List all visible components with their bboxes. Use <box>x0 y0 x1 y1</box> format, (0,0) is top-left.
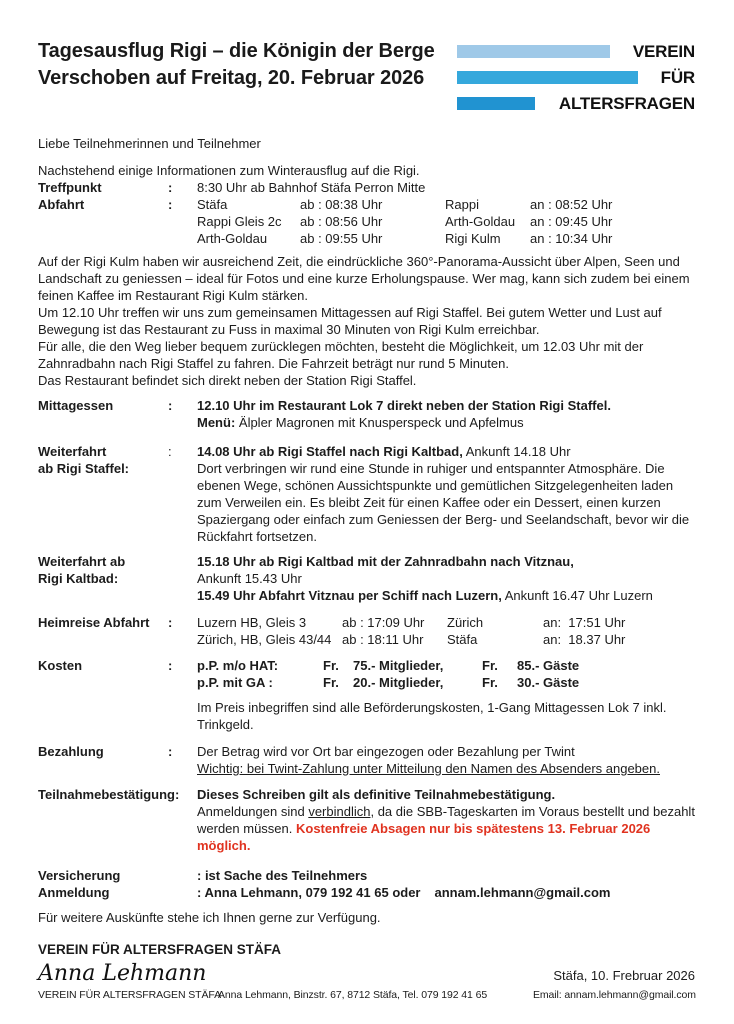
mittagessen-line1: 12.10 Uhr im Restaurant Lok 7 direkt neben der Station Rigi Staffel. <box>197 398 611 413</box>
red-warning-text: Kostenfreie Absagen nur bis spätestens 13. Februar 2026 möglich. <box>197 821 651 853</box>
anmeldung-label: Anmeldung <box>38 885 110 900</box>
table-row <box>197 674 695 691</box>
colon: : <box>168 180 173 195</box>
kosten-table <box>197 657 695 733</box>
paragraph: Für alle, die den Weg lieber bequem zurücklegen möchten, besteht die Möglichkeit, um 12.03 Uhr mit der Zahnradbahn nach Rigi Staffel zu fahren. Die Fahrzeit beträgt nur rund 5 Minuten. <box>38 339 644 371</box>
price-members: 75.- Mitglieder, <box>353 658 444 673</box>
logo-word: ALTERSFRAGEN <box>558 94 695 113</box>
regular-segment: , da die SBB-Tageskarten im Voraus bestellt und bezahlt werden müssen. <box>197 804 695 836</box>
menu-value: Älpler Magronen mit Knusperspeck und Apfelmus <box>235 415 524 430</box>
title-line-2: Verschoben auf Freitag, 20. Februar 2026 <box>38 67 425 89</box>
logo-bar-icon <box>457 71 638 84</box>
regular-segment: Ankunft 16.47 Uhr Luzern <box>501 588 653 603</box>
colon: : <box>168 444 172 459</box>
currency: Fr. <box>482 658 498 673</box>
departure-time: ab : 08:38 Uhr <box>300 197 383 212</box>
logo-bar-icon <box>457 45 610 58</box>
station-to: Rappi <box>445 197 479 212</box>
logo-word: VEREIN <box>632 42 695 61</box>
row-versicherung <box>38 867 695 884</box>
table-row <box>197 230 695 247</box>
versicherung-label: Versicherung <box>38 868 121 883</box>
logo-word: FÜR <box>660 68 695 87</box>
table-row <box>197 614 695 631</box>
signature-row <box>38 961 695 987</box>
regular-segment: Ankunft 14.18 Uhr <box>462 444 571 459</box>
closing-line: Für weitere Auskünfte stehe ich Ihnen gerne zur Verfügung. <box>38 910 381 925</box>
treffpunkt-value: 8:30 Uhr ab Bahnhof Stäfa Perron Mitte <box>197 180 426 195</box>
station-to: Zürich <box>447 615 484 630</box>
station-from: Zürich, HB, Gleis 43/44 <box>197 632 332 647</box>
row-mittagessen <box>38 397 695 431</box>
logo-bar-icon <box>457 97 535 110</box>
price-guests: 30.- Gäste <box>517 675 580 690</box>
description-block <box>38 253 695 389</box>
organization-name: VEREIN FÜR ALTERSFRAGEN STÄFA <box>38 942 282 957</box>
bezahlung-line1: Der Betrag wird vor Ort bar eingezogen oder Bezahlung per Twint <box>197 744 575 759</box>
price-category: p.P. mit GA : <box>197 675 273 690</box>
label-line: Rigi Kaltbad: <box>38 571 119 586</box>
mittagessen-value <box>197 397 695 431</box>
row-anmeldung <box>38 884 695 901</box>
colon: : <box>168 398 173 413</box>
row-teilnahmebestaetigung <box>38 786 695 854</box>
station-from: Stäfa <box>197 197 228 212</box>
footer-email: Email: annam.lehmann@gmail.com <box>533 989 696 1001</box>
weiterfahrt-staffel-text: Dort verbringen wir rund eine Stunde in ruhiger und entspannter Atmosphäre. Die ebenen Wege, schönen Aussichtspunkte und gemütlichen Sitzgelegenheiten laden zum Verweilen ein. Es bleibt Zeit für einen Kaffee oder ein Dessert, einen kurzen Spaziergang oder einfach zum Geniessen der Berg- und Seelandschaft, bevor wir die Rückfahrt fortsetzen. <box>197 461 690 544</box>
paragraph: Das Restaurant befindet sich direkt neben der Station Rigi Staffel. <box>38 373 417 388</box>
regular-segment: Anmeldungen sind <box>197 804 309 819</box>
abfahrt-table <box>197 196 695 247</box>
bezahlung-value <box>197 743 695 777</box>
row-weiterfahrt-staffel <box>38 443 695 545</box>
label-line: Weiterfahrt ab <box>38 554 126 569</box>
currency: Fr. <box>323 675 339 690</box>
contact-phone: : Anna Lehmann, 079 192 41 65 oder <box>197 885 421 900</box>
row-heimreise <box>38 614 695 648</box>
weiterfahrt-kaltbad-value <box>197 553 695 604</box>
table-row <box>197 657 695 674</box>
mittagessen-label: Mittagessen <box>38 398 114 413</box>
kosten-note: Im Preis inbegriffen sind alle Beförderungskosten, 1-Gang Mittagessen Lok 7 inkl. Trinkgeld. <box>197 700 667 732</box>
place-date: Stäfa, 10. Frebruar 2026 <box>553 968 695 983</box>
station-to: Arth-Goldau <box>445 214 516 229</box>
departure-time: ab : 17:09 Uhr <box>342 615 425 630</box>
colon: : <box>168 615 173 630</box>
teilnahme-label: Teilnahmebestätigung: <box>38 787 180 802</box>
teilnahme-value <box>197 786 695 854</box>
kaltbad-line2: Ankunft 15.43 Uhr <box>197 571 302 586</box>
logo-row <box>457 42 695 61</box>
arrival-time: an: 18.37 Uhr <box>543 632 626 647</box>
abfahrt-label: Abfahrt <box>38 197 85 212</box>
currency: Fr. <box>482 675 498 690</box>
underlined-segment: verbindlich <box>308 804 371 819</box>
menu-label: Menü: <box>197 415 236 430</box>
verein-logo <box>457 38 695 123</box>
row-weiterfahrt-kaltbad <box>38 553 695 604</box>
bezahlung-label: Bezahlung <box>38 744 104 759</box>
station-from: Arth-Goldau <box>197 231 268 246</box>
logo-row <box>457 94 695 113</box>
station-from: Luzern HB, Gleis 3 <box>197 615 307 630</box>
kosten-label: Kosten <box>38 658 83 673</box>
kaltbad-line1: 15.18 Uhr ab Rigi Kaltbad mit der Zahnradbahn nach Vitznau, <box>197 554 574 569</box>
row-bezahlung <box>38 743 695 777</box>
bezahlung-line2: Wichtig: bei Twint-Zahlung unter Mitteilung den Namen des Absenders angeben. <box>197 761 660 776</box>
versicherung-value: : ist Sache des Teilnehmers <box>197 868 368 883</box>
menu-line <box>197 414 695 431</box>
anmeldung-value <box>197 884 695 901</box>
paragraph: Auf der Rigi Kulm haben wir ausreichend Zeit, die eindrückliche 360°-Panorama-Aussicht über Alpen, Seen und Landschaft zu geniessen – ideal für Fotos und eine kurze Erholungspause. Wer mag, kann sich zudem bei einem feinen Kaffee im Restaurant Rigi Kulm stärken. <box>38 254 690 303</box>
heimreise-table <box>197 614 695 648</box>
table-row <box>197 631 695 648</box>
table-row <box>197 196 695 213</box>
kaltbad-line3 <box>197 587 695 604</box>
bold-segment: 14.08 Uhr ab Rigi Staffel nach Rigi Kaltbad, <box>197 444 463 459</box>
colon: : <box>168 744 173 759</box>
arrival-time: an : 08:52 Uhr <box>530 197 613 212</box>
weiterfahrt-staffel-line1 <box>197 443 695 460</box>
station-to: Stäfa <box>447 632 478 647</box>
station-from: Rappi Gleis 2c <box>197 214 282 229</box>
departure-time: ab : 08:56 Uhr <box>300 214 383 229</box>
station-to: Rigi Kulm <box>445 231 501 246</box>
price-category: p.P. m/o HAT: <box>197 658 279 673</box>
row-kosten <box>38 657 695 733</box>
weiterfahrt-staffel-label <box>38 443 168 477</box>
heimreise-label: Heimreise Abfahrt <box>38 615 150 630</box>
row-abfahrt <box>38 196 695 247</box>
departure-time: ab : 09:55 Uhr <box>300 231 383 246</box>
weiterfahrt-kaltbad-label <box>38 553 168 587</box>
arrival-time: an : 10:34 Uhr <box>530 231 613 246</box>
contact-email: annam.lehmann@gmail.com <box>434 885 611 900</box>
logo-row <box>457 68 695 87</box>
row-treffpunkt <box>38 179 695 196</box>
arrival-time: an : 09:45 Uhr <box>530 214 613 229</box>
title-line-1: Tagesausflug Rigi – die Königin der Berge <box>38 40 435 62</box>
greeting: Liebe Teilnehmerinnen und Teilnehmer <box>38 136 261 151</box>
signature: Anna Lehmann <box>38 961 207 986</box>
departure-time: ab : 18:11 Uhr <box>342 632 424 647</box>
intro-line: Nachstehend einige Informationen zum Winterausflug auf die Rigi. <box>38 163 420 178</box>
colon: : <box>168 197 173 212</box>
arrival-time: an: 17:51 Uhr <box>543 615 626 630</box>
currency: Fr. <box>323 658 339 673</box>
table-row <box>197 213 695 230</box>
bold-segment: 15.49 Uhr Abfahrt Vitznau per Schiff nach Luzern, <box>197 588 502 603</box>
price-guests: 85.- Gäste <box>517 658 580 673</box>
teilnahme-text <box>197 803 695 854</box>
header <box>38 38 695 123</box>
footer-contact: Anna Lehmann, Binzstr. 67, 8712 Stäfa, Tel. 079 192 41 65 <box>218 989 488 1001</box>
price-members: 20.- Mitglieder, <box>353 675 444 690</box>
document-title <box>38 38 435 92</box>
weiterfahrt-staffel-value <box>197 443 695 545</box>
footer-org: VEREIN FÜR ALTERSFRAGEN STÄFA <box>38 989 222 1001</box>
colon: : <box>168 658 173 673</box>
teilnahme-line1: Dieses Schreiben gilt als definitive Teilnahmebestätigung. <box>197 787 556 802</box>
treffpunkt-label: Treffpunkt <box>38 180 102 195</box>
label-line: ab Rigi Staffel: <box>38 461 130 476</box>
label-line: Weiterfahrt <box>38 444 107 459</box>
paragraph: Um 12.10 Uhr treffen wir uns zum gemeinsamen Mittagessen auf Rigi Staffel. Bei gutem Wetter und Lust auf Bewegung ist das Restaurant zu Fuss in maximal 30 Minuten von Rigi Kulm erreichbar. <box>38 305 662 337</box>
